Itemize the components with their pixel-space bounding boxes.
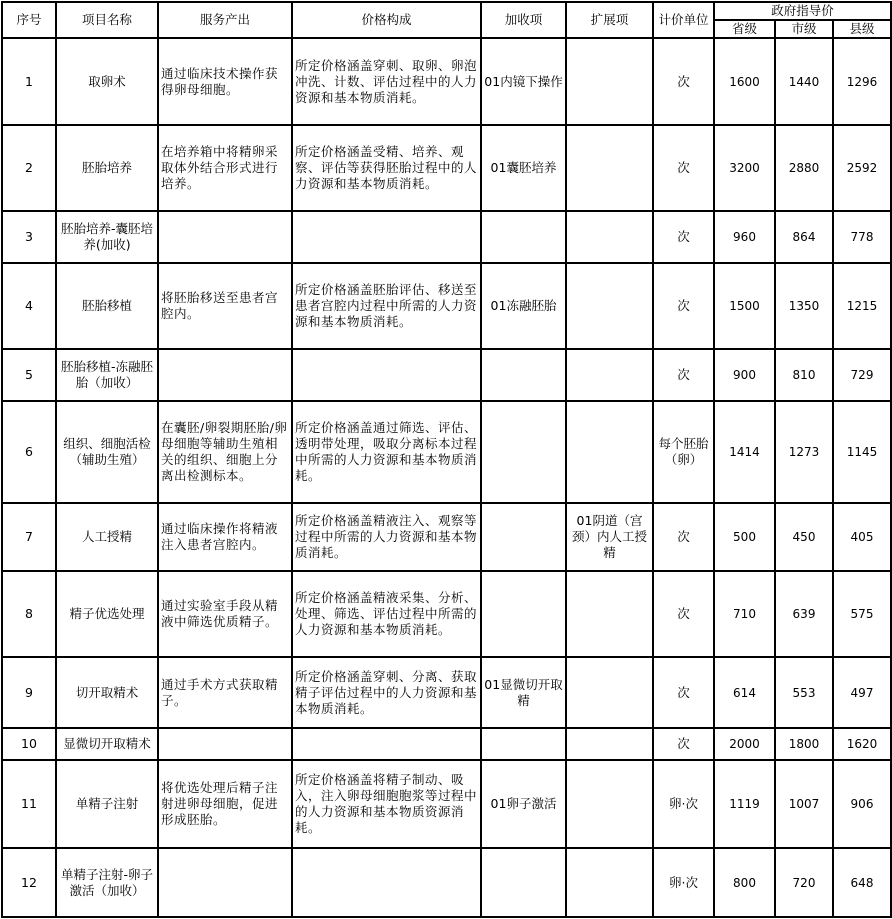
- cell-province: 1600: [714, 38, 775, 125]
- cell-province: 1119: [714, 760, 775, 848]
- cell-addon: 01冻融胚胎: [481, 263, 566, 349]
- cell-output: 在囊胚/卵裂期胚胎/卵母细胞等辅助生殖相关的组织、细胞上分离出检测标本。: [158, 401, 292, 503]
- cell-city: 810: [775, 349, 833, 401]
- cell-addon: [481, 848, 566, 917]
- table-row: [2, 211, 891, 263]
- cell-output: [158, 848, 292, 917]
- cell-addon: 01囊胚培养: [481, 125, 566, 211]
- cell-city: 450: [775, 503, 833, 571]
- cell-name: 单精子注射: [56, 760, 158, 848]
- cell-name: 胚胎培养-囊胚培养(加收): [56, 211, 158, 263]
- cell-unit: 卵·次: [653, 848, 714, 917]
- table-row: [2, 848, 891, 917]
- table-row: [2, 760, 891, 848]
- cell-city: 1440: [775, 38, 833, 125]
- cell-composition: [292, 211, 481, 263]
- cell-composition: 所定价格涵盖精液采集、分析、处理、筛选、评估过程中所需的人力资源和基本物质消耗。: [292, 571, 481, 657]
- table-row: [2, 349, 891, 401]
- table-row: [2, 125, 891, 211]
- cell-extension: [566, 657, 653, 728]
- header-output: 服务产出: [158, 2, 292, 38]
- cell-province: 710: [714, 571, 775, 657]
- cell-composition: 所定价格涵盖通过筛选、评估、透明带处理，吸取分离标本过程中所需的人力资源和基本物质消耗。: [292, 401, 481, 503]
- cell-city: 1273: [775, 401, 833, 503]
- cell-unit: 次: [653, 263, 714, 349]
- cell-seq: 2: [2, 125, 56, 211]
- cell-output: 在培养箱中将精卵采取体外结合形式进行培养。: [158, 125, 292, 211]
- cell-composition: [292, 848, 481, 917]
- cell-extension: [566, 401, 653, 503]
- header-gov-price: 政府指导价: [714, 2, 891, 20]
- cell-composition: [292, 728, 481, 760]
- header-unit: 计价单位: [653, 2, 714, 38]
- cell-province: 614: [714, 657, 775, 728]
- cell-addon: [481, 349, 566, 401]
- cell-city: 720: [775, 848, 833, 917]
- cell-county: 405: [833, 503, 891, 571]
- cell-composition: 所定价格涵盖胚胎评估、移送至患者宫腔内过程中所需的人力资源和基本物质消耗。: [292, 263, 481, 349]
- cell-addon: [481, 211, 566, 263]
- cell-output: [158, 211, 292, 263]
- cell-unit: 次: [653, 571, 714, 657]
- cell-extension: [566, 848, 653, 917]
- cell-composition: 所定价格涵盖穿刺、分离、获取精子评估过程中的人力资源和基本物质消耗。: [292, 657, 481, 728]
- cell-seq: 8: [2, 571, 56, 657]
- cell-seq: 3: [2, 211, 56, 263]
- cell-unit: 每个胚胎（卵）: [653, 401, 714, 503]
- cell-composition: 所定价格涵盖穿刺、取卵、卵泡冲洗、计数、评估过程中的人力资源和基本物质消耗。: [292, 38, 481, 125]
- cell-city: 553: [775, 657, 833, 728]
- cell-city: 639: [775, 571, 833, 657]
- cell-province: 960: [714, 211, 775, 263]
- cell-county: 1215: [833, 263, 891, 349]
- cell-extension: [566, 349, 653, 401]
- cell-seq: 10: [2, 728, 56, 760]
- header-seq: 序号: [2, 2, 56, 38]
- cell-composition: 所定价格涵盖精液注入、观察等过程中所需的人力资源和基本物质消耗。: [292, 503, 481, 571]
- cell-output: 通过手术方式获取精子。: [158, 657, 292, 728]
- cell-unit: 卵·次: [653, 760, 714, 848]
- table-row: [2, 401, 891, 503]
- cell-unit: 次: [653, 657, 714, 728]
- header-county: 县级: [833, 20, 891, 38]
- cell-addon: 01内镜下操作: [481, 38, 566, 125]
- cell-name: 组织、细胞活检（辅助生殖）: [56, 401, 158, 503]
- cell-addon: [481, 401, 566, 503]
- cell-composition: 所定价格涵盖将精子制动、吸入，注入卵母细胞胞浆等过程中的人力资源和基本物质资源消耗。: [292, 760, 481, 848]
- cell-county: 1296: [833, 38, 891, 125]
- cell-composition: 所定价格涵盖受精、培养、观察、评估等获得胚胎过程中的人力资源和基本物质消耗。: [292, 125, 481, 211]
- cell-name: 取卵术: [56, 38, 158, 125]
- cell-name: 胚胎移植: [56, 263, 158, 349]
- price-table: [1, 1, 892, 918]
- cell-seq: 4: [2, 263, 56, 349]
- cell-city: 1350: [775, 263, 833, 349]
- cell-output: 将优选处理后精子注射进卵母细胞，促进形成胚胎。: [158, 760, 292, 848]
- cell-seq: 6: [2, 401, 56, 503]
- cell-county: 1620: [833, 728, 891, 760]
- cell-output: [158, 728, 292, 760]
- cell-county: 497: [833, 657, 891, 728]
- cell-name: 单精子注射-卵子激活（加收）: [56, 848, 158, 917]
- table-row: [2, 263, 891, 349]
- header-extension: 扩展项: [566, 2, 653, 38]
- header-province: 省级: [714, 20, 775, 38]
- header-addon: 加收项: [481, 2, 566, 38]
- cell-output: 通过临床技术操作获得卵母细胞。: [158, 38, 292, 125]
- cell-addon: [481, 503, 566, 571]
- cell-county: 648: [833, 848, 891, 917]
- cell-extension: [566, 263, 653, 349]
- cell-unit: 次: [653, 503, 714, 571]
- cell-county: 729: [833, 349, 891, 401]
- cell-province: 3200: [714, 125, 775, 211]
- cell-province: 900: [714, 349, 775, 401]
- cell-composition: [292, 349, 481, 401]
- cell-seq: 11: [2, 760, 56, 848]
- cell-seq: 9: [2, 657, 56, 728]
- cell-unit: 次: [653, 125, 714, 211]
- cell-city: 864: [775, 211, 833, 263]
- table-row: [2, 38, 891, 125]
- cell-province: 1500: [714, 263, 775, 349]
- header-city: 市级: [775, 20, 833, 38]
- cell-seq: 7: [2, 503, 56, 571]
- cell-city: 1800: [775, 728, 833, 760]
- cell-name: 胚胎培养: [56, 125, 158, 211]
- cell-province: 500: [714, 503, 775, 571]
- cell-city: 1007: [775, 760, 833, 848]
- cell-seq: 12: [2, 848, 56, 917]
- cell-county: 778: [833, 211, 891, 263]
- cell-output: 通过实验室手段从精液中筛选优质精子。: [158, 571, 292, 657]
- cell-extension: [566, 760, 653, 848]
- cell-addon: [481, 571, 566, 657]
- cell-name: 人工授精: [56, 503, 158, 571]
- table-row: [2, 571, 891, 657]
- cell-extension: 01阴道（宫颈）内人工授精: [566, 503, 653, 571]
- header-composition: 价格构成: [292, 2, 481, 38]
- cell-county: 575: [833, 571, 891, 657]
- cell-province: 2000: [714, 728, 775, 760]
- cell-name: 胚胎移植-冻融胚胎（加收）: [56, 349, 158, 401]
- cell-extension: [566, 125, 653, 211]
- cell-extension: [566, 38, 653, 125]
- cell-name: 精子优选处理: [56, 571, 158, 657]
- table-row: [2, 728, 891, 760]
- cell-output: [158, 349, 292, 401]
- cell-output: 通过临床操作将精液注入患者宫腔内。: [158, 503, 292, 571]
- cell-addon: 01显微切开取精: [481, 657, 566, 728]
- cell-seq: 5: [2, 349, 56, 401]
- table-row: [2, 657, 891, 728]
- header-name: 项目名称: [56, 2, 158, 38]
- cell-addon: 01卵子激活: [481, 760, 566, 848]
- table-row: [2, 503, 891, 571]
- cell-city: 2880: [775, 125, 833, 211]
- cell-name: 切开取精术: [56, 657, 158, 728]
- cell-name: 显微切开取精术: [56, 728, 158, 760]
- cell-county: 906: [833, 760, 891, 848]
- cell-unit: 次: [653, 349, 714, 401]
- cell-province: 1414: [714, 401, 775, 503]
- cell-county: 1145: [833, 401, 891, 503]
- cell-output: 将胚胎移送至患者宫腔内。: [158, 263, 292, 349]
- cell-extension: [566, 211, 653, 263]
- cell-unit: 次: [653, 728, 714, 760]
- cell-extension: [566, 728, 653, 760]
- cell-province: 800: [714, 848, 775, 917]
- cell-seq: 1: [2, 38, 56, 125]
- cell-unit: 次: [653, 38, 714, 125]
- cell-unit: 次: [653, 211, 714, 263]
- cell-extension: [566, 571, 653, 657]
- cell-county: 2592: [833, 125, 891, 211]
- cell-addon: [481, 728, 566, 760]
